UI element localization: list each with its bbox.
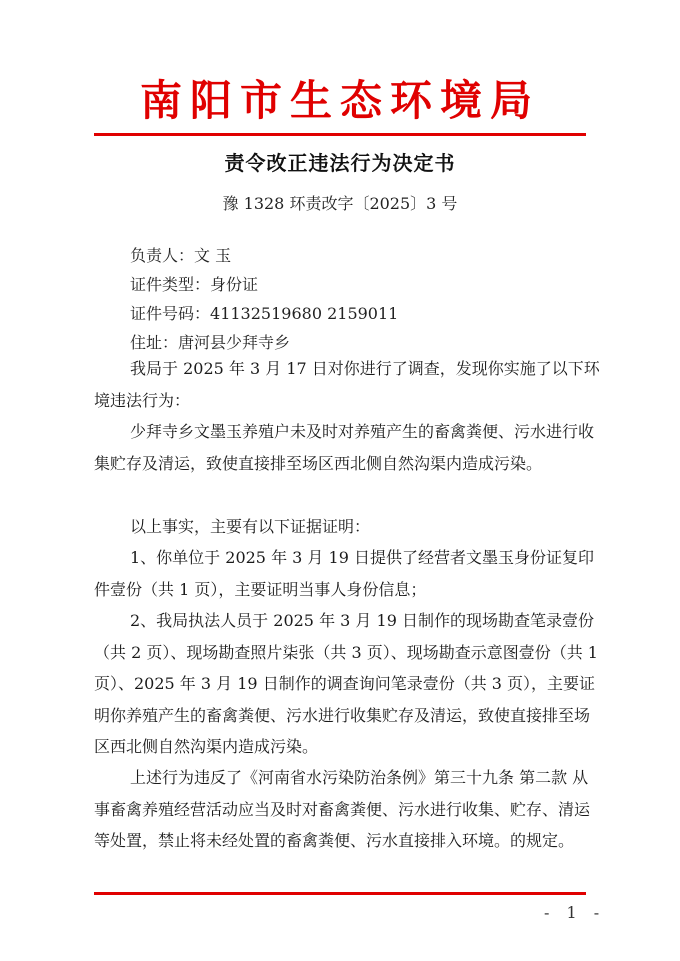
body-paragraph-regulation: 上述行为违反了《河南省水污染防治条例》第三十九条 第二款 从事畜禽养殖经营活动应当及时对畜禽粪便、污水进行收集、贮存、清运等处置，禁止将未经处置的畜禽粪便、污水直接排入环境。的规定。 xyxy=(94,768,591,850)
id-number-field xyxy=(130,301,398,327)
body-paragraph-evidence-2: 2、我局执法人员于 2025 年 3 月 19 日制作的现场勘查笔录壹份（共 2 页）、现场勘查照片柒张（共 3 页）、现场勘查示意图壹份（共 1 页）、2025 年 3 月 19 日制作的调查询问笔录壹份（共 3 页），主要证明你养殖产生的畜禽粪便、污水进行收集贮存及清运，致使直接排至场区西北侧自然沟渠内造成污染。 xyxy=(94,611,598,756)
agency-header: 南阳市生态环境局 xyxy=(139,76,540,125)
id-type-label: 证件类型： xyxy=(130,275,211,294)
responsible-person-value: 文 玉 xyxy=(194,246,232,265)
body-paragraph-violation: 少拜寺乡文墨玉养殖户未及时对养殖产生的畜禽粪便、污水进行收集贮存及清运，致使直接排至场区西北侧自然沟渠内造成污染。 xyxy=(94,422,595,473)
header-red-rule xyxy=(94,133,586,136)
body-paragraph-evidence-intro: 以上事实，主要有以下证据证明： xyxy=(130,517,371,536)
document-title: 责令改正违法行为决定书 xyxy=(224,151,456,175)
id-number-value: 41132519680 2159011 xyxy=(210,304,399,323)
responsible-person-field xyxy=(130,243,231,269)
id-type-value: 身份证 xyxy=(210,275,259,294)
responsible-person-label: 负责人： xyxy=(130,246,195,265)
address-label: 住址： xyxy=(130,333,179,352)
body-paragraph-investigation: 我局于 2025 年 3 月 17 日对你进行了调查，发现你实施了以下环境违法行为： xyxy=(94,359,600,410)
address-value: 唐河县少拜寺乡 xyxy=(178,333,291,352)
id-type-field xyxy=(130,272,258,298)
body-paragraph-evidence-1: 1、你单位于 2025 年 3 月 19 日提供了经营者文墨玉身份证复印件壹份（共 1 页），主要证明当事人身份信息； xyxy=(94,548,594,599)
page-number: - 1 - xyxy=(544,903,606,922)
footer-red-rule xyxy=(94,892,586,895)
id-number-label: 证件号码： xyxy=(130,304,211,323)
document-number: 豫 1328 环责改字〔2025〕3 号 xyxy=(222,194,458,213)
